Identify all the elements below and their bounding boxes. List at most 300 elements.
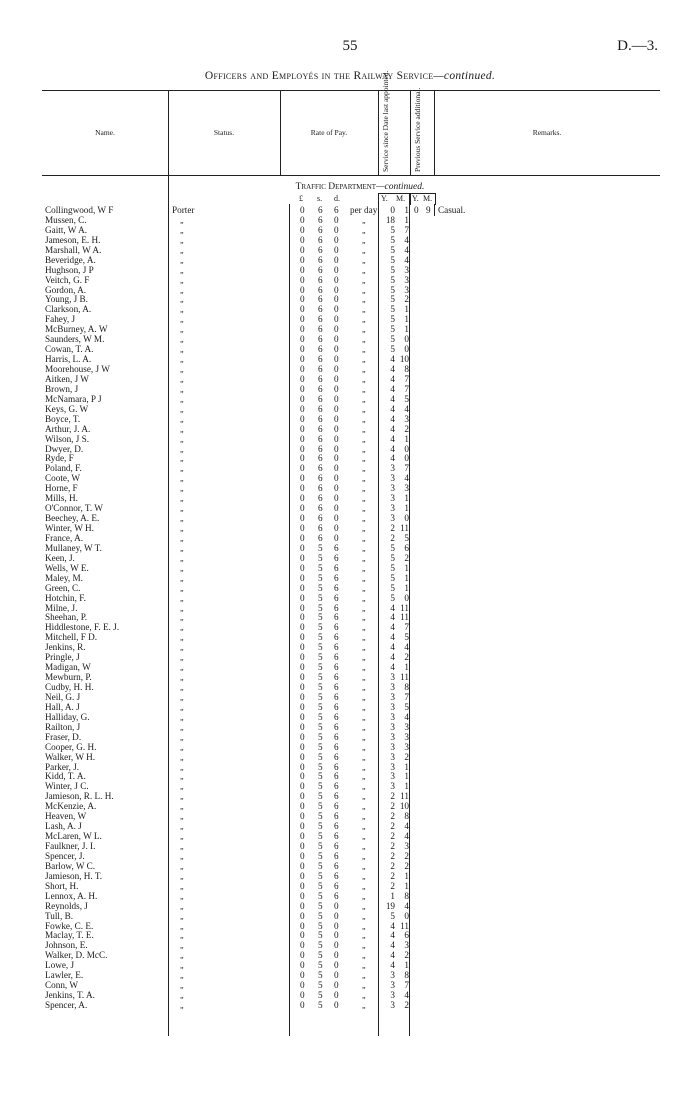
status-ditto: „ [180,275,185,285]
document-reference: D.—3. [617,38,658,54]
rate-shillings: 6 [318,433,323,444]
table-row [0,504,700,514]
table-row [0,852,700,862]
staff-name: Aitken, J W [45,373,89,384]
status-ditto: „ [180,712,185,722]
status-ditto: „ [180,861,185,871]
status-ditto: „ [180,901,185,911]
rate-pence: 6 [334,741,339,752]
unit-months: M. [396,194,406,203]
staff-name: Tull, B. [45,910,74,921]
staff-name: Madigan, W [45,662,91,673]
rate-period-ditto: „ [362,653,367,663]
status-ditto: „ [180,951,185,961]
rate-shillings: 6 [318,264,323,275]
rate-shillings: 5 [318,662,323,673]
service-years: 4 [390,662,395,673]
rate-pence: 6 [334,821,339,832]
staff-name: Winter, J C. [45,781,89,792]
service-years: 3 [390,691,395,702]
service-years: 5 [390,254,395,265]
service-years: 4 [390,632,395,643]
status-ditto: „ [180,921,185,931]
staff-name: Cowan, T. A. [45,344,94,355]
rate-shillings: 5 [318,990,323,1001]
rate-shillings: 5 [318,841,323,851]
status-ditto: „ [180,802,185,812]
rate-period-ditto: „ [362,951,367,961]
rate-pence: 6 [334,562,339,573]
rate-period-ditto: „ [362,215,367,225]
service-months: 3 [404,483,409,494]
status-ditto: „ [180,871,185,881]
rate-pence: 0 [334,244,339,255]
staff-name: Veitch, G. F [45,274,90,285]
table-row [0,494,700,504]
service-years: 2 [390,880,395,891]
staff-name: Fraser, D. [45,731,82,742]
staff-name: Spencer, J. [45,850,85,861]
staff-name: Maclay, T. E. [45,930,94,941]
rate-period-ditto: „ [362,931,367,941]
service-months: 3 [404,413,409,424]
table-row [0,733,700,743]
rate-pence: 0 [334,532,339,543]
status-ditto: „ [180,832,185,842]
rate-pounds: 0 [300,572,305,583]
service-years: 2 [390,870,395,881]
rate-shillings: 5 [318,811,323,822]
rate-pence: 6 [334,622,339,633]
service-months: 0 [404,592,409,603]
service-years: 3 [390,473,395,484]
service-months: 1 [404,562,409,573]
rate-period: per day [350,205,378,215]
rate-pounds: 0 [300,403,305,414]
section-main: Traffic Department [295,182,377,192]
service-months: 7 [404,383,409,394]
rate-shillings: 5 [318,552,323,563]
rate-shillings: 5 [318,642,323,653]
status-ditto: „ [180,772,185,782]
staff-name: Johnson, E. [45,940,88,951]
rate-shillings: 6 [318,423,323,434]
rate-pounds: 0 [300,672,305,683]
status-ditto: „ [180,613,185,623]
header-bottom-rule [42,175,660,176]
table-row [0,842,700,852]
service-years: 4 [390,622,395,633]
rate-pounds: 0 [300,980,305,991]
table-row [0,643,700,653]
status-ditto: „ [180,225,185,235]
rate-pence: 6 [334,632,339,643]
service-years: 4 [390,920,395,931]
rate-pence: 6 [334,781,339,792]
staff-name: Jamieson, R. L. H. [45,791,114,802]
rate-shillings: 5 [318,890,323,901]
rate-pence: 6 [334,682,339,692]
rate-pounds: 0 [300,821,305,832]
rate-period-ditto: „ [362,434,367,444]
rate-shillings: 5 [318,970,323,981]
table-row [0,514,700,524]
rate-pence: 0 [334,354,339,365]
status-ditto: „ [180,643,185,653]
section-heading [240,182,480,192]
rate-pounds: 0 [300,602,305,613]
rate-pounds: 0 [300,642,305,653]
rate-pence: 6 [334,582,339,593]
rate-period-ditto: „ [362,543,367,553]
status-ditto: „ [180,374,185,384]
rate-pounds: 0 [300,890,305,901]
rate-period-ditto: „ [362,494,367,504]
rate-shillings: 6 [318,513,323,524]
staff-name: Saunders, W M. [45,334,105,345]
service-years: 5 [390,562,395,573]
table-row [0,951,700,961]
rate-period-ditto: „ [362,752,367,762]
rate-pence: 0 [334,423,339,434]
service-years: 19 [385,900,395,911]
status-ditto: „ [180,394,185,404]
service-months: 7 [404,622,409,633]
rate-period-ditto: „ [362,514,367,524]
rate-period-ditto: „ [362,394,367,404]
service-months: 4 [404,642,409,653]
rate-pence: 0 [334,214,339,225]
rate-period-ditto: „ [362,663,367,673]
unit-pounds: £ [299,194,303,203]
staff-name: Milne, J. [45,602,78,613]
status-ditto: „ [180,563,185,573]
rate-shillings: 6 [318,284,323,295]
service-years: 18 [385,214,395,225]
status-ditto: „ [180,931,185,941]
table-row [0,216,700,226]
status-ditto: „ [180,315,185,325]
staff-name: Brown, J [45,383,79,394]
staff-name: Short, H. [45,880,79,891]
rate-pounds: 0 [300,523,305,533]
rate-pounds: 0 [300,453,305,464]
rate-pounds: 0 [300,781,305,792]
status-ditto: „ [180,355,185,365]
table-row [0,743,700,753]
service-months: 3 [404,264,409,275]
service-months: 1 [404,214,409,225]
rate-pence: 0 [334,453,339,464]
service-years: 5 [390,344,395,355]
table-row [0,723,700,733]
header-previous: Previous Service additional. [413,87,422,172]
staff-name: Lowe, J [45,960,75,971]
staff-name: Gordon, A. [45,284,87,295]
rate-period-ditto: „ [362,921,367,931]
service-months: 1 [404,582,409,593]
rate-pence: 6 [334,642,339,653]
table-row [0,862,700,872]
service-years: 3 [390,1000,395,1010]
service-years: 5 [390,314,395,325]
rate-shillings: 5 [318,900,323,911]
rate-period-ditto: „ [362,484,367,494]
status-ditto: „ [180,812,185,822]
rate-shillings: 5 [318,791,323,802]
rate-shillings: 5 [318,542,323,553]
service-months: 8 [404,682,409,692]
rate-pence: 6 [334,701,339,712]
rate-pence: 0 [334,980,339,991]
table-row [0,802,700,812]
rate-pounds: 0 [300,513,305,524]
service-years: 5 [390,264,395,275]
table-row [0,703,700,713]
status-ditto: „ [180,335,185,345]
service-years: 4 [390,652,395,663]
staff-name: Mullaney, W T. [45,542,102,553]
rate-period-ditto: „ [362,335,367,345]
rate-pounds: 0 [300,284,305,295]
table-row [0,604,700,614]
staff-name: Collingwood, W F [45,205,114,215]
rate-pence: 6 [334,691,339,702]
rate-shillings: 6 [318,364,323,374]
table-row [0,792,700,802]
status-ditto: „ [180,444,185,454]
service-years: 3 [390,711,395,722]
rate-pounds: 0 [300,274,305,285]
rate-pounds: 0 [300,801,305,812]
rate-period-ditto: „ [362,603,367,613]
rate-period-ditto: „ [362,822,367,832]
table-row [0,256,700,266]
service-months: 7 [404,980,409,991]
col-divider [378,90,379,176]
service-months: 4 [404,254,409,265]
rate-pence: 0 [334,513,339,524]
rate-shillings: 5 [318,682,323,692]
rate-period-ditto: „ [362,712,367,722]
table-row [0,405,700,415]
service-years: 0 [390,205,395,215]
rate-pence: 0 [334,304,339,315]
service-months: 2 [404,423,409,434]
rate-shillings: 6 [318,503,323,514]
table-row [0,882,700,892]
table-row [0,474,700,484]
rate-pence: 0 [334,254,339,265]
rate-shillings: 5 [318,870,323,881]
rate-shillings: 6 [318,483,323,494]
service-months: 3 [404,284,409,295]
rate-pounds: 0 [300,622,305,633]
header-remarks: Remarks. [532,128,562,137]
rate-shillings: 5 [318,721,323,732]
rate-pounds: 0 [300,960,305,971]
rate-pence: 6 [334,870,339,881]
rate-shillings: 5 [318,741,323,752]
rate-pounds: 0 [300,493,305,504]
rate-pence: 0 [334,473,339,484]
staff-name: Beveridge, A. [45,254,96,265]
service-years: 5 [390,324,395,335]
table-row [0,1001,700,1011]
status-ditto: „ [180,981,185,991]
rate-shillings: 5 [318,940,323,951]
rate-pounds: 0 [300,324,305,335]
rate-shillings: 5 [318,1000,323,1010]
service-years: 3 [390,980,395,991]
service-months: 4 [404,831,409,842]
rate-pounds: 0 [300,632,305,643]
status-ditto: „ [180,593,185,603]
rate-period-ditto: „ [362,365,367,374]
service-years: 5 [390,572,395,583]
service-months: 1 [404,960,409,971]
staff-name: O'Connor, T. W [45,503,103,514]
rate-shillings: 6 [318,294,323,305]
rate-shillings: 6 [318,523,323,533]
status-ditto: „ [180,891,185,901]
service-months: 1 [404,662,409,673]
rate-pounds: 0 [300,761,305,772]
rate-shillings: 5 [318,930,323,941]
service-years: 4 [390,433,395,444]
service-years: 3 [390,731,395,742]
rate-shillings: 6 [318,254,323,265]
header-status: Status. [213,128,235,137]
rate-shillings: 5 [318,602,323,613]
table-row [0,295,700,305]
status-ditto: „ [180,504,185,514]
rate-pence: 6 [334,612,339,623]
staff-name: Maley, M. [45,572,83,583]
staff-name: Jenkins, R. [45,642,86,653]
rate-period-ditto: „ [362,454,367,464]
rate-shillings: 5 [318,761,323,772]
service-months: 2 [404,860,409,871]
status-ditto: „ [180,524,185,533]
rate-pence: 6 [334,841,339,851]
staff-name: Mewburn, P. [45,672,92,683]
rate-pounds: 0 [300,532,305,543]
table-row [0,673,700,683]
service-months: 4 [404,990,409,1001]
staff-name: Clarkson, A. [45,304,92,315]
previous-years: 0 [414,205,419,215]
table-row [0,375,700,385]
service-months: 1 [404,572,409,583]
rate-pence: 0 [334,1000,339,1010]
rate-shillings: 6 [318,393,323,404]
rate-pounds: 0 [300,483,305,494]
rate-shillings: 5 [318,612,323,623]
status-ditto: „ [180,494,185,504]
table-row [0,574,700,584]
rate-pounds: 0 [300,364,305,374]
service-years: 3 [390,970,395,981]
status-ditto: „ [180,742,185,752]
rate-pounds: 0 [300,850,305,861]
rate-period-ditto: „ [362,692,367,702]
page-number: 55 [342,38,358,54]
rate-shillings: 5 [318,860,323,871]
rate-pounds: 0 [300,870,305,881]
rate-period-ditto: „ [362,871,367,881]
service-years: 5 [390,234,395,245]
staff-name: Heaven, W [45,811,87,822]
rate-pounds: 0 [300,393,305,404]
service-months: 11 [400,612,409,623]
rate-shillings: 6 [318,304,323,315]
rate-period-ditto: „ [362,593,367,603]
rate-pounds: 0 [300,691,305,702]
rate-shillings: 5 [318,831,323,842]
service-years: 5 [390,542,395,553]
staff-name: Hiddlestone, F. E. J. [45,622,120,633]
staff-name: Kidd, T. A. [45,771,86,782]
service-months: 2 [404,751,409,762]
table-row [0,206,700,216]
service-months: 0 [404,910,409,921]
rate-shillings: 5 [318,572,323,583]
staff-name: Dwyer, D. [45,443,84,454]
service-years: 3 [390,463,395,474]
staff-name: Winter, W H. [45,523,94,533]
unit-months-prev: M. [423,194,433,203]
staff-name: Mussen, C. [45,214,87,225]
status-ditto: „ [180,245,185,255]
rate-shillings: 6 [318,234,323,245]
status-ditto: „ [180,782,185,792]
rate-pence: 0 [334,224,339,235]
rate-pounds: 0 [300,433,305,444]
rate-period-ditto: „ [362,1001,367,1010]
rate-shillings: 6 [318,205,323,215]
rate-shillings: 6 [318,274,323,285]
service-years: 3 [390,761,395,772]
rate-shillings: 5 [318,691,323,702]
rate-shillings: 5 [318,821,323,832]
service-years: 2 [390,850,395,861]
service-months: 1 [404,433,409,444]
service-years: 4 [390,364,395,374]
rate-pounds: 0 [300,214,305,225]
rate-pence: 6 [334,572,339,583]
table-row [0,335,700,345]
rate-pounds: 0 [300,344,305,355]
staff-name: Beechey, A. E. [45,513,100,524]
status-ditto: „ [180,474,185,484]
staff-name: Moorehouse, J W [45,364,110,374]
rate-pence: 6 [334,791,339,802]
rate-period-ditto: „ [362,424,367,434]
rate-pounds: 0 [300,682,305,692]
title-main: Officers and Employés in the Railway Service [204,70,434,82]
rate-shillings: 5 [318,731,323,742]
service-months: 8 [404,364,409,374]
table-row [0,663,700,673]
service-months: 1 [404,324,409,335]
rate-pence: 0 [334,940,339,951]
rate-period-ditto: „ [362,633,367,643]
rate-period-ditto: „ [362,345,367,355]
status-ditto: „ [180,414,185,424]
table-row [0,564,700,574]
staff-name: Horne, F [45,483,78,494]
